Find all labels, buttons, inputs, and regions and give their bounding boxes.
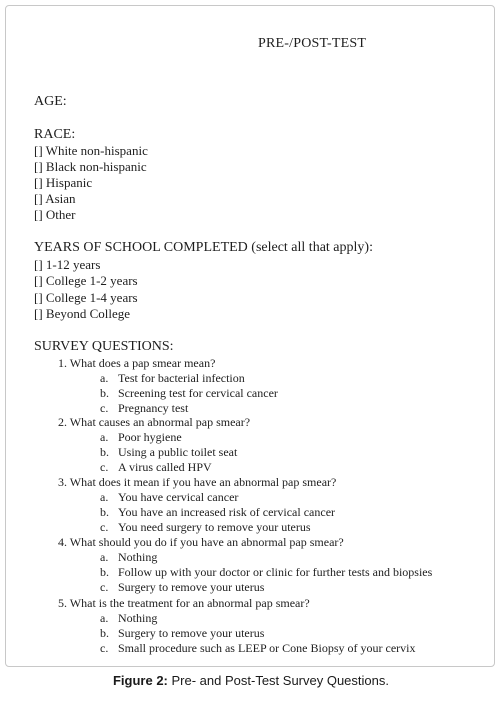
answer-text: Test for bacterial infection: [118, 371, 245, 385]
race-label: RACE:: [34, 127, 76, 142]
answer-item: [100, 490, 238, 505]
answer-letter: c.: [100, 520, 109, 534]
question-item: [58, 356, 215, 371]
caption-text: Pre- and Post-Test Survey Questions.: [167, 673, 389, 688]
answer-text: Follow up with your doctor or clinic for further tests and biopsies: [118, 565, 433, 579]
answer-item: [100, 386, 278, 401]
school-option: [] College 1-4 years: [34, 290, 138, 305]
answer-item: [100, 505, 335, 520]
answer-text: Poor hygiene: [118, 430, 182, 444]
answer-item: [100, 430, 182, 445]
question-number: 3.: [58, 475, 67, 489]
answer-letter: c.: [100, 401, 109, 415]
race-option: [] Other: [34, 207, 76, 222]
answer-text: You need surgery to remove your uterus: [118, 520, 311, 534]
question-item: [58, 415, 250, 430]
answer-text: You have cervical cancer: [118, 490, 239, 504]
school-option: [] Beyond College: [34, 306, 131, 321]
answer-text: Nothing: [118, 611, 158, 625]
answer-letter: c.: [100, 460, 109, 474]
answer-text: Small procedure such as LEEP or Cone Biopsy of your cervix: [118, 641, 416, 655]
answer-item: [100, 371, 245, 386]
answer-letter: c.: [100, 641, 109, 655]
answer-letter: a.: [100, 550, 109, 564]
answer-text: A virus called HPV: [118, 460, 212, 474]
race-option: [] Black non-hispanic: [34, 159, 147, 174]
question-number: 2.: [58, 415, 67, 429]
answer-text: Surgery to remove your uterus: [118, 626, 265, 640]
race-option: [] Hispanic: [34, 175, 93, 190]
answer-letter: a.: [100, 490, 109, 504]
answer-letter: c.: [100, 580, 109, 594]
race-option: [] White non-hispanic: [34, 143, 148, 158]
answer-letter: a.: [100, 611, 109, 625]
question-number: 4.: [58, 535, 67, 549]
answer-text: You have an increased risk of cervical cancer: [118, 505, 336, 519]
answer-letter: a.: [100, 371, 109, 385]
survey-label: SURVEY QUESTIONS:: [34, 339, 174, 354]
school-option: [] 1-12 years: [34, 257, 101, 272]
question-text: What should you do if you have an abnormal pap smear?: [69, 535, 344, 549]
answer-text: Using a public toilet seat: [118, 445, 238, 459]
answer-item: [100, 520, 311, 535]
question-item: [58, 596, 310, 611]
question-text: What does it mean if you have an abnormal pap smear?: [69, 475, 337, 489]
answer-item: [100, 641, 416, 656]
answer-letter: b.: [100, 445, 109, 459]
answer-text: Screening test for cervical cancer: [118, 386, 278, 400]
answer-text: Surgery to remove your uterus: [118, 580, 265, 594]
answer-letter: b.: [100, 386, 109, 400]
question-text: What causes an abnormal pap smear?: [69, 415, 251, 429]
answer-item: [100, 611, 157, 626]
answer-text: Pregnancy test: [118, 401, 189, 415]
school-option: [] College 1-2 years: [34, 273, 138, 288]
answer-letter: b.: [100, 626, 109, 640]
answer-item: [100, 445, 237, 460]
question-number: 5.: [58, 596, 67, 610]
answer-item: [100, 565, 432, 580]
question-item: [58, 535, 344, 550]
question-text: What is the treatment for an abnormal pap smear?: [69, 596, 310, 610]
page-title: PRE-/POST-TEST: [258, 36, 367, 51]
answer-item: [100, 460, 212, 475]
question-text: What does a pap smear mean?: [69, 356, 216, 370]
answer-item: [100, 550, 157, 565]
figure-caption: [0, 673, 502, 688]
question-item: [58, 475, 336, 490]
answer-text: Nothing: [118, 550, 158, 564]
answer-item: [100, 401, 188, 416]
school-label: YEARS OF SCHOOL COMPLETED (select all that apply):: [34, 240, 373, 255]
answer-item: [100, 626, 264, 641]
answer-item: [100, 580, 264, 595]
answer-letter: a.: [100, 430, 109, 444]
race-option: [] Asian: [34, 191, 76, 206]
answer-letter: b.: [100, 565, 109, 579]
question-number: 1.: [58, 356, 67, 370]
answer-letter: b.: [100, 505, 109, 519]
age-label: AGE:: [34, 94, 67, 109]
caption-label: Figure 2:: [112, 673, 168, 688]
